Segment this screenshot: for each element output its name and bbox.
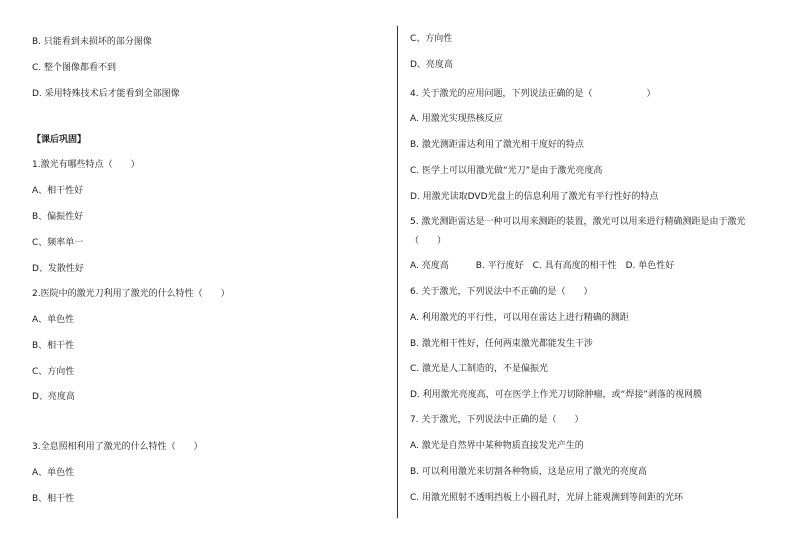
option-b: B. 只能看到未损坏的部分图像 bbox=[32, 37, 152, 47]
option-a: A、单色性 bbox=[32, 315, 75, 325]
question-2: 2.医院中的激光刀利用了激光的什么特性（ ） bbox=[32, 289, 230, 299]
column-divider bbox=[397, 26, 398, 518]
option-b: B. 可以利用激光来切割各种物质，这是应用了激光的亮度高 bbox=[410, 467, 647, 477]
option-d: D、亮度高 bbox=[32, 392, 75, 402]
question-6: 6. 关于激光，下列说法中不正确的是（ ） bbox=[410, 287, 593, 297]
option-b: B、偏振性好 bbox=[32, 212, 84, 222]
option-c: C. 用激光照射不透明挡板上小圆孔时，光屏上能观测到等间距的光环 bbox=[410, 493, 684, 503]
question-5: 5. 激光测距雷达是一种可以用来测距的装置，激光可以用来进行精确测距是由于激光 bbox=[410, 217, 746, 227]
options-row: A. 亮度高 B. 平行度好 C. 具有高度的相干性 D. 单色性好 bbox=[410, 261, 675, 271]
option-c: C、方向性 bbox=[410, 34, 453, 44]
option-d: D. 采用特殊技术后才能看到全部图像 bbox=[32, 89, 180, 99]
question-1: 1.激光有哪些特点（ ） bbox=[32, 160, 140, 170]
option-c: C. 医学上可以用激光做“光刀”是由于激光亮度高 bbox=[410, 166, 603, 176]
option-b: B. 激光相干性好，任何两束激光都能发生干涉 bbox=[410, 339, 593, 349]
option-d: D、发散性好 bbox=[32, 264, 84, 274]
option-a: A、相干性好 bbox=[32, 186, 84, 196]
answer-blank: （ ） bbox=[410, 236, 447, 246]
option-a: A. 利用激光的平行性，可以用在雷达上进行精确的测距 bbox=[410, 313, 629, 323]
option-d: D. 用激光读取DVD光盘上的信息利用了激光有平行性好的特点 bbox=[410, 192, 659, 202]
option-a: A. 用激光实现热核反应 bbox=[410, 114, 503, 124]
section-heading: 【课后巩固】 bbox=[32, 135, 87, 145]
question-4: 4. 关于激光的应用问题，下列说法正确的是（ ） bbox=[410, 89, 656, 99]
option-b: B、相干性 bbox=[32, 494, 75, 504]
option-d: D. 利用激光亮度高，可在医学上作光刀切除肿瘤，或“焊接”剥落的视网膜 bbox=[410, 390, 702, 400]
question-7: 7. 关于激光，下列说法中正确的是（ ） bbox=[410, 415, 584, 425]
option-c: C、方向性 bbox=[32, 367, 75, 377]
option-c: C. 激光是人工制造的，不是偏振光 bbox=[410, 364, 549, 374]
question-3: 3.全息照相利用了激光的什么特性（ ） bbox=[32, 442, 203, 452]
option-d: D、亮度高 bbox=[410, 60, 453, 70]
option-c: C、频率单一 bbox=[32, 238, 84, 248]
option-a: A、单色性 bbox=[32, 468, 75, 478]
option-b: B. 激光测距雷达利用了激光相干度好的特点 bbox=[410, 140, 584, 150]
option-c: C. 整个图像都看不到 bbox=[32, 63, 117, 73]
option-b: B、相干性 bbox=[32, 341, 75, 351]
option-a: A. 激光是自然界中某种物质直接发光产生的 bbox=[410, 441, 584, 451]
